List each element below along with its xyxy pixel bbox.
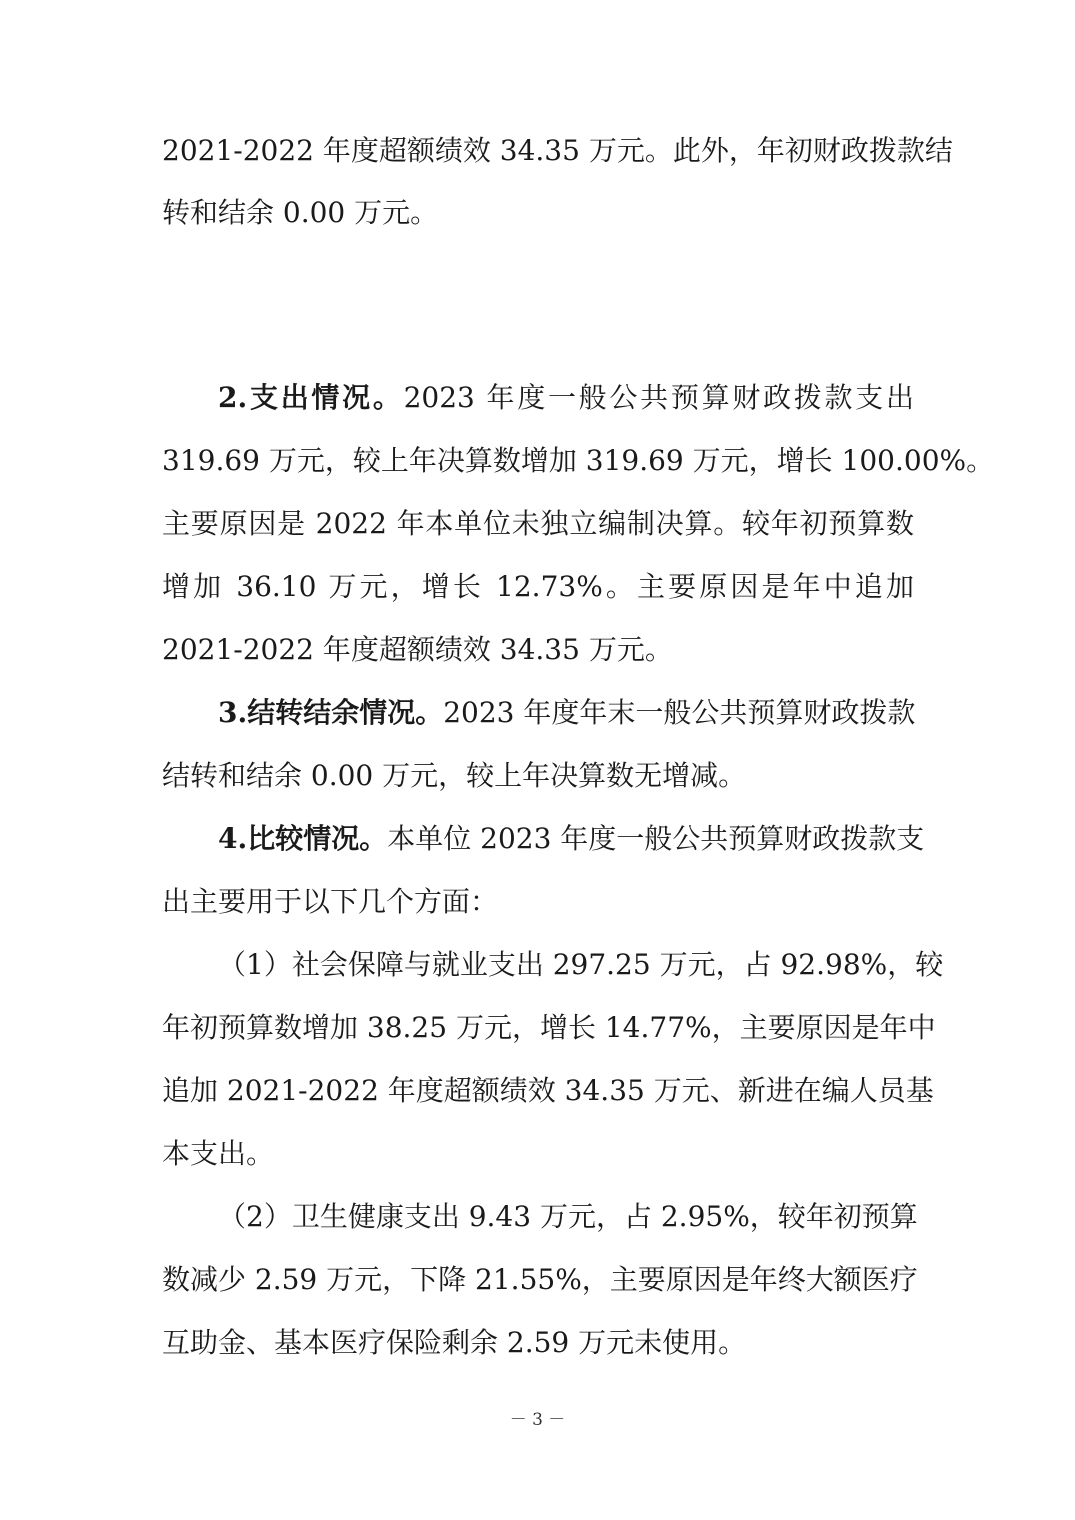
- paragraph-line: 2021-2022 年度超额绩效 34.35 万元。: [162, 633, 673, 666]
- paragraph-line: 增加 36.10 万元，增长 12.73%。主要原因是年中追加: [162, 570, 914, 603]
- paragraph-line: （2）卫生健康支出 9.43 万元，占 2.95%，较年初预算: [218, 1200, 918, 1233]
- paragraph-line: [218, 816, 925, 862]
- paragraph-line: 结转和结余 0.00 万元，较上年决算数无增减。: [162, 759, 747, 792]
- paragraph-line: 转和结余 0.00 万元。: [162, 196, 439, 229]
- section-heading: 3.结转结余情况。: [218, 696, 444, 729]
- paragraph-line: 互助金、基本医疗保险剩余 2.59 万元未使用。: [162, 1326, 747, 1359]
- paragraph-line: [218, 690, 914, 736]
- paragraph-line: 2021-2022 年度超额绩效 34.35 万元。此外，年初财政拨款结: [162, 134, 953, 167]
- paragraph-line: （1）社会保障与就业支出 297.25 万元，占 92.98%，较: [218, 948, 944, 981]
- page-number: － 3 －: [509, 1410, 566, 1430]
- paragraph-text: 2023 年度一般公共预算财政拨款支出: [403, 381, 914, 414]
- paragraph-line: 数减少 2.59 万元，下降 21.55%，主要原因是年终大额医疗: [162, 1263, 918, 1296]
- section-heading: 4.比较情况。: [218, 822, 388, 855]
- paragraph-line: 年初预算数增加 38.25 万元，增长 14.77%，主要原因是年中: [162, 1011, 936, 1044]
- paragraph-line: 319.69 万元，较上年决算数增加 319.69 万元，增长 100.00%。: [162, 444, 995, 477]
- paragraph-line: 追加 2021-2022 年度超额绩效 34.35 万元、新进在编人员基: [162, 1074, 934, 1107]
- paragraph-line: 主要原因是 2022 年本单位未独立编制决算。较年初预算数: [162, 507, 914, 540]
- paragraph-line: [218, 375, 914, 421]
- paragraph-text: 2023 年度年末一般公共预算财政拨款: [443, 696, 916, 729]
- paragraph-line: 出主要用于以下几个方面：: [162, 885, 499, 918]
- paragraph-line: 本支出。: [162, 1137, 275, 1170]
- section-heading: 2.支出情况。: [218, 381, 404, 414]
- paragraph-text: 本单位 2023 年度一般公共预算财政拨款支: [387, 822, 925, 855]
